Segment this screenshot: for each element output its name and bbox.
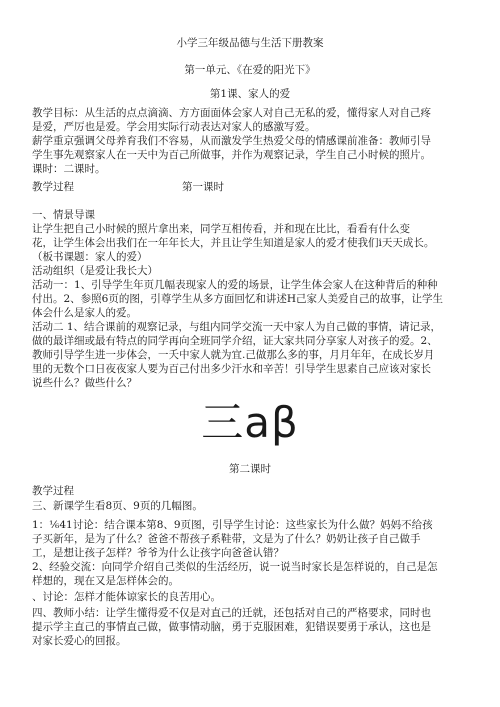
section-line: 2、经验交流：向同学介绍自己类似的生活经历，说一说当时家长是怎样说的，自己是怎	[32, 561, 438, 573]
section-line: 付出。2、参照6页的图，引尊学生从多方面回忆和讲述H己家人美爱自己的故事，让学生	[32, 293, 444, 305]
section-line: 三、新课学生看8页、9页的几幅图。	[32, 500, 203, 512]
section-line: （板书课题：家人的爱）	[32, 251, 148, 263]
section-line: 教师引导学生进一步体会，一夭中家人就为宜.己做那么多的事，月月年年，在成长岁月	[32, 349, 435, 361]
section-line: 里的无数个口日夜夜家人要为百己付出多少汗水和辛苦！引导学生思素自己应该对家长	[32, 363, 431, 375]
process-row	[32, 180, 224, 194]
document-title: 小学三年级品德与生活下册教案	[176, 37, 324, 49]
section-line: 、讨论：怎样才能体谅家长的良苦用心。	[32, 591, 221, 603]
section-line: 活动二 1、结合课前的观察记录，与组内同学交流一天中家人为自己做的事情，请记录，	[32, 321, 442, 333]
section-line: 活动一：1、引导学生年页几幅表现家人的爱的场景，让学生体会家人在这种背后的种种	[32, 279, 438, 291]
section-line: 一、情景导课	[32, 209, 95, 221]
section-line: 四、教师小结：让学生懂得爱不仅是对直己的迁就，还包括对自己的严格要求，同时也	[32, 607, 431, 619]
section-line: 1：⅙41讨论：结合课本第8、9页图，引导学生讨论：这些家长为什么做？妈妈不给孩	[32, 519, 433, 531]
large-glyphs: 三aβ	[201, 398, 299, 447]
paragraph-line: 学生事先观察家人在一天中为百己所做事，并作为观察记录，学生自己小时候的照片。	[32, 149, 431, 161]
unit-heading: 第一单元、《在爱的阳光下》	[184, 64, 316, 76]
section-line: 样想的，现在又是怎样体会的。	[32, 575, 179, 587]
section-line: 教学过程	[32, 485, 74, 497]
section-line: 子买新年，是为了什么？爸爸不帮孩子系鞋带，文是为了什么？奶奶让孩子自己做手	[32, 533, 421, 545]
paragraph-line: 课时：二课时。	[32, 163, 106, 175]
paragraph-line: 薪学重京强调父母养育我们不容易，从而激发学生热爱父母的情感课前准备：教师引导	[32, 135, 431, 147]
section-line: 说些什么？做些什么？	[32, 377, 137, 389]
section-line: 花，让学生体会出我们在一年年长大，并且让学生知道是家人的爱才使我们i天天成长。	[32, 237, 435, 249]
section-line: 提示学主直己的事情直己做，做事情动脑，勇于克服困难，犯错误要勇于承认，这也是	[32, 621, 431, 633]
section-line: 做的最详细或最有特点的同学再向全班同学介绍，证大家共同分享家人对孩子的爱。2、	[32, 335, 438, 347]
period-one-heading: 第一课时	[182, 181, 224, 193]
lesson-heading: 第1课、家人的爱	[209, 88, 291, 100]
paragraph-line: 教学目标：从生活的点点滴滴、方方面面体会家人对自己无私的爱，懂得家人对自己疼	[32, 107, 431, 119]
section-line: 体会什么是家人的爱。	[32, 307, 137, 319]
period-two-heading: 第二课时	[229, 463, 271, 475]
process-label: 教学过程	[32, 181, 74, 193]
section-line: 工，是想让孩子怎样？爷爷为什么让孩字向爸爸认错？	[32, 547, 284, 559]
section-line: 对家长爱心的回报。	[32, 635, 127, 647]
paragraph-line: 是爱，严厉也是爱。学会用实际行动表达对家人的感激写爱。	[32, 121, 316, 133]
section-line: 活动组织（是爱让我长大）	[32, 265, 158, 277]
section-line: 让学生把自己小时候的照片拿出来，同学互相传看，并和现在比比，看看有什么变	[32, 223, 410, 235]
